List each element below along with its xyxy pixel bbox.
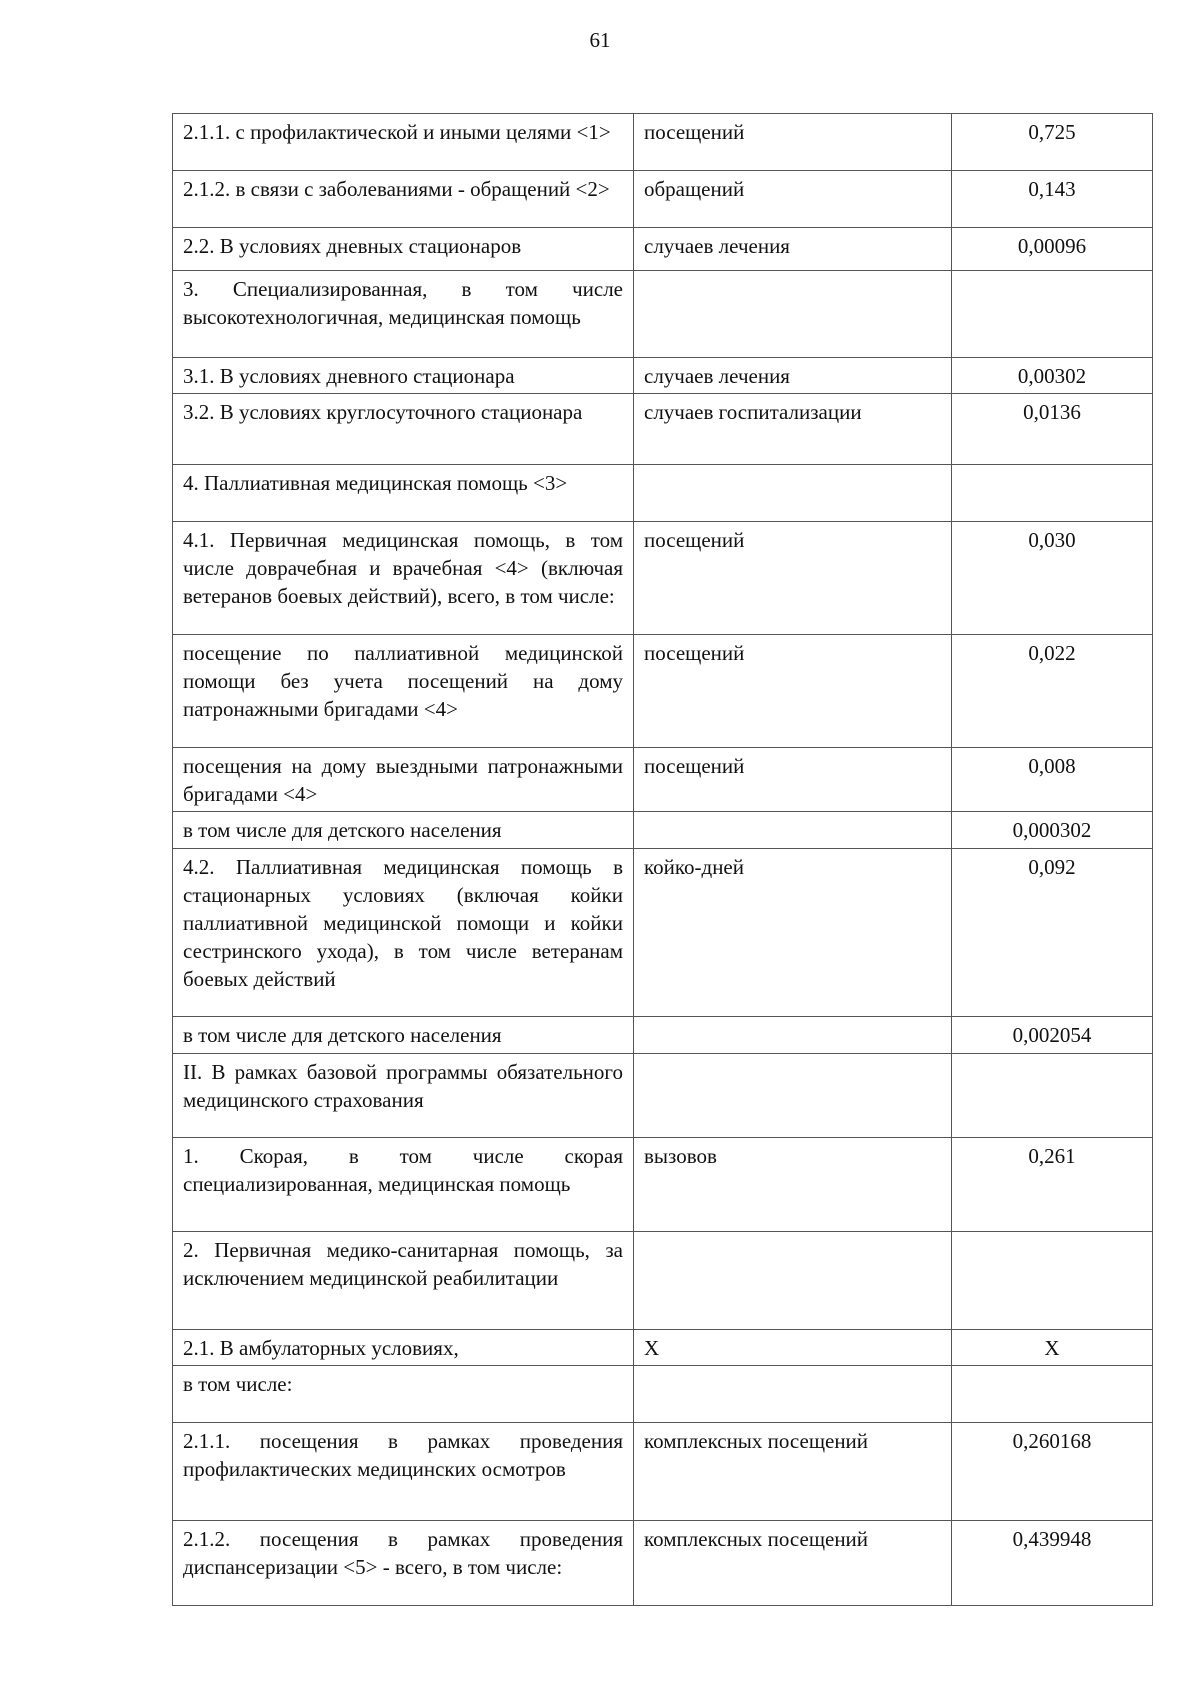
unit-cell [634, 1017, 952, 1054]
table-row [173, 1330, 1153, 1366]
unit-cell: случаев госпитализации [634, 394, 952, 465]
indicator-cell: 3.1. В условиях дневного стационара [173, 358, 634, 394]
table-row [173, 748, 1153, 812]
value-cell: 0,008 [952, 748, 1153, 812]
value-cell [952, 465, 1153, 522]
indicator-cell: в том числе для детского населения [173, 812, 634, 849]
table-row [173, 228, 1153, 271]
indicator-cell: 2.1.2. посещения в рамках проведения диспансеризации <5> - всего, в том числе: [173, 1521, 634, 1606]
unit-cell [634, 812, 952, 849]
indicator-cell: 2.2. В условиях дневных стационаров [173, 228, 634, 271]
value-cell: Х [952, 1330, 1153, 1366]
table-row [173, 271, 1153, 358]
table-row [173, 849, 1153, 1017]
indicator-cell: 3. Специализированная, в том числе высокотехнологичная, медицинская помощь [173, 271, 634, 358]
value-cell [952, 271, 1153, 358]
unit-cell: посещений [634, 748, 952, 812]
indicator-cell: в том числе для детского населения [173, 1017, 634, 1054]
unit-cell: обращений [634, 171, 952, 228]
unit-cell: вызовов [634, 1138, 952, 1232]
unit-cell: комплексных посещений [634, 1521, 952, 1606]
value-cell: 0,022 [952, 635, 1153, 748]
indicator-cell: 3.2. В условиях круглосуточного стационара [173, 394, 634, 465]
indicator-cell: 1. Скорая, в том числе скорая специализированная, медицинская помощь [173, 1138, 634, 1232]
value-cell: 0,00096 [952, 228, 1153, 271]
unit-cell [634, 1054, 952, 1138]
indicator-cell: II. В рамках базовой программы обязательного медицинского страхования [173, 1054, 634, 1138]
table-row [173, 1521, 1153, 1606]
value-cell [952, 1232, 1153, 1330]
page-number: 61 [589, 28, 611, 52]
indicator-cell: 2.1.1. посещения в рамках проведения профилактических медицинских осмотров [173, 1423, 634, 1521]
unit-cell: случаев лечения [634, 358, 952, 394]
table-row [173, 1054, 1153, 1138]
value-cell: 0,260168 [952, 1423, 1153, 1521]
value-cell [952, 1054, 1153, 1138]
indicator-cell: 2.1. В амбулаторных условиях, [173, 1330, 634, 1366]
value-cell: 0,002054 [952, 1017, 1153, 1054]
value-cell: 0,000302 [952, 812, 1153, 849]
value-cell: 0,030 [952, 522, 1153, 635]
norms-table [172, 113, 1153, 1606]
table-row [173, 1138, 1153, 1232]
table-row [173, 1423, 1153, 1521]
indicator-cell: 2. Первичная медико-санитарная помощь, за исключением медицинской реабилитации [173, 1232, 634, 1330]
value-cell: 0,092 [952, 849, 1153, 1017]
unit-cell [634, 271, 952, 358]
indicator-cell: посещение по паллиативной медицинской помощи без учета посещений на дому патронажными бригадами <4> [173, 635, 634, 748]
table-row [173, 358, 1153, 394]
indicator-cell: в том числе: [173, 1366, 634, 1423]
unit-cell: случаев лечения [634, 228, 952, 271]
table-row [173, 465, 1153, 522]
value-cell: 0,0136 [952, 394, 1153, 465]
unit-cell: комплексных посещений [634, 1423, 952, 1521]
value-cell: 0,725 [952, 114, 1153, 171]
unit-cell: Х [634, 1330, 952, 1366]
indicator-cell: 4.2. Паллиативная медицинская помощь в стационарных условиях (включая койки паллиативной медицинской помощи и койки сестринского ухода), в том числе ветеранам боевых действий [173, 849, 634, 1017]
indicator-cell: 2.1.1. с профилактической и иными целями <1> [173, 114, 634, 171]
table-row [173, 114, 1153, 171]
unit-cell [634, 1366, 952, 1423]
table-row [173, 171, 1153, 228]
unit-cell: посещений [634, 114, 952, 171]
value-cell: 0,439948 [952, 1521, 1153, 1606]
table-row [173, 812, 1153, 849]
unit-cell [634, 1232, 952, 1330]
indicator-cell: посещения на дому выездными патронажными бригадами <4> [173, 748, 634, 812]
indicator-cell: 2.1.2. в связи с заболеваниями - обращений <2> [173, 171, 634, 228]
value-cell: 0,261 [952, 1138, 1153, 1232]
unit-cell: койко-дней [634, 849, 952, 1017]
table-row [173, 522, 1153, 635]
indicator-cell: 4. Паллиативная медицинская помощь <3> [173, 465, 634, 522]
indicator-cell: 4.1. Первичная медицинская помощь, в том числе доврачебная и врачебная <4> (включая ветеранов боевых действий), всего, в том числе: [173, 522, 634, 635]
unit-cell [634, 465, 952, 522]
table-row [173, 635, 1153, 748]
unit-cell: посещений [634, 522, 952, 635]
value-cell: 0,00302 [952, 358, 1153, 394]
value-cell: 0,143 [952, 171, 1153, 228]
table-row [173, 1017, 1153, 1054]
table-row [173, 1232, 1153, 1330]
unit-cell: посещений [634, 635, 952, 748]
value-cell [952, 1366, 1153, 1423]
table-row [173, 394, 1153, 465]
table-row [173, 1366, 1153, 1423]
